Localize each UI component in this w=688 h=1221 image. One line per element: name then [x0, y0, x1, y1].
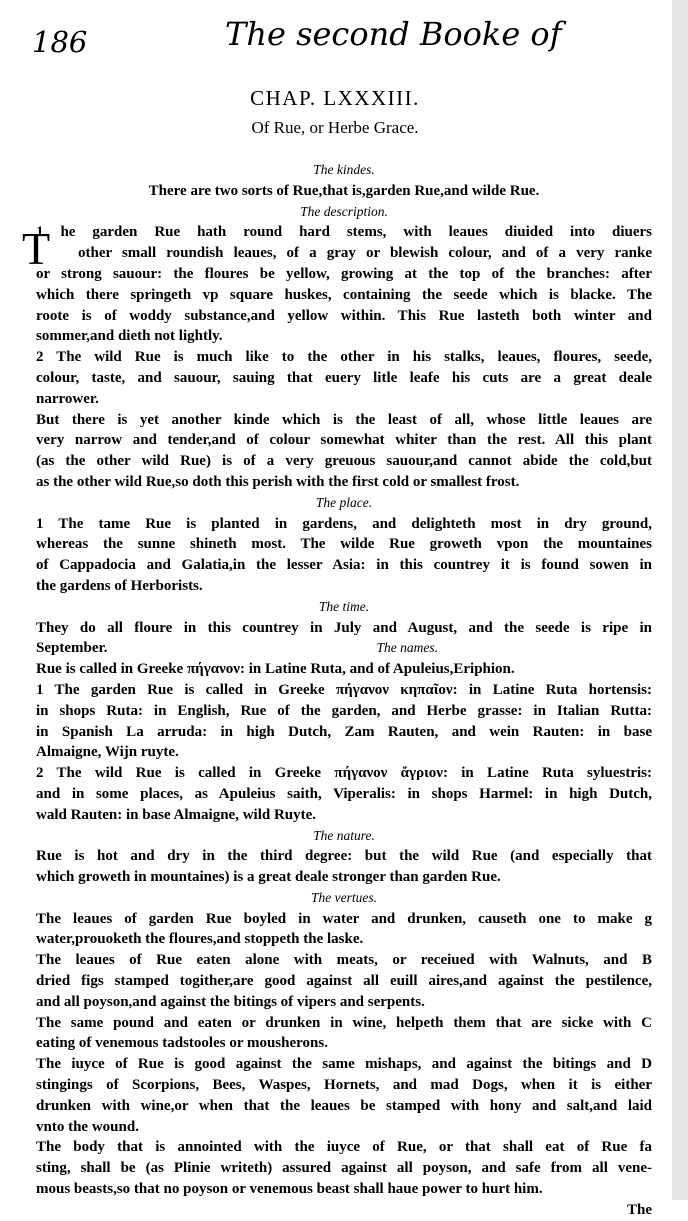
text-line-content: September.	[36, 640, 108, 657]
text-line: as the other wild Rue,so doth this perish with the first cold or smallest frost.	[36, 473, 520, 490]
text-line: 1 The tame Rue is planted in gardens, and delighteth most in dry ground,	[36, 515, 652, 532]
chapter-number: CHAP. LXXXIII.	[250, 86, 420, 110]
section-heading-names: The names.	[376, 640, 438, 656]
chapter-title: Of Rue, or Herbe Grace.	[251, 118, 419, 137]
text-line: of Cappadocia and Galatia,in the lesser Asia: in this countrey it is found sowen in	[36, 557, 652, 574]
text-line: very narrow and tender,and of colour somewhat whiter than the rest. All this plant	[36, 432, 652, 449]
text-line: The leaues of Rue eaten alone with meats, or receiued with Walnuts, and B	[36, 952, 652, 969]
text-line: eating of venemous tadstooles or mousherons.	[36, 1035, 328, 1052]
text-line: sting, shall be (as Plinie writeth) assured against all poyson, and safe from all vene-	[36, 1160, 652, 1177]
text-line: But there is yet another kinde which is the least of all, whose little leaues are	[36, 411, 652, 428]
text-line: and in some places, as Apuleius saith, Viperalis: in shops Harmel: in high Dutch,	[36, 785, 652, 802]
text-line: 2 The wild Rue is much like to the other in his stalks, leaues, floures, seede,	[36, 349, 652, 366]
text-line: 1 he garden Rue hath round hard stems, with leaues diuided into diuers	[36, 224, 652, 241]
text-line: which groweth in mountaines) is a great deale stronger than garden Rue.	[36, 869, 501, 886]
text-line: (as the other wild Rue) is of a very greuous sauour,and cannot abide the cold,but	[36, 453, 652, 470]
text-line: The body that is annointed with the iuyce of Rue, or that shall eat of Rue fa	[36, 1139, 652, 1156]
running-head: The second Booke of	[225, 15, 562, 53]
text-line: Rue is called in Greeke πήγανον: in Latine Ruta, and of Apuleius,Eriphion.	[36, 661, 515, 678]
text-line: sommer,and dieth not lightly.	[36, 328, 223, 345]
text-line: 1 The garden Rue is called in Greeke πήγανον κηπαῖον: in Latine Ruta hortensis:	[36, 681, 652, 698]
text-line: vnto the wound.	[36, 1118, 139, 1135]
text-line: Almaigne, Wijn ruyte.	[36, 744, 179, 761]
text-line: drunken with wine,or when that the leaues be stamped with hony and salt,and laid	[36, 1097, 652, 1114]
text-line: the gardens of Herborists.	[36, 577, 203, 594]
text-line: Rue is hot and dry in the third degree: but the wild Rue (and especially that	[36, 848, 652, 865]
page-number: 186	[32, 25, 88, 59]
drop-capital: T	[22, 223, 51, 274]
section-heading-description: The description.	[300, 203, 388, 219]
section-heading-nature: The nature.	[313, 827, 375, 843]
text-line: in Spanish La arruda: in high Dutch, Zam Rauten, and wein Rauten: in base	[36, 723, 652, 740]
section-heading-kindes: The kindes.	[313, 162, 375, 177]
text-line: They do all floure in this countrey in July and August, and the seede is ripe in	[36, 619, 652, 636]
text-line: mous beasts,so that no poyson or venemous beast shall haue power to hurt him.	[36, 1181, 543, 1198]
text-line: which there springeth vp square huskes, containing the seede which is blacke. The	[36, 286, 652, 303]
text-line: water,prouoketh the floures,and stoppeth the laske.	[36, 931, 364, 948]
text-line	[36, 638, 652, 659]
text-line: There are two sorts of Rue,that is,garden Rue,and wilde Rue.	[148, 182, 540, 199]
catchword: The	[626, 1201, 652, 1218]
text-line: The iuyce of Rue is good against the same mishaps, and against the bitings and D	[36, 1056, 652, 1073]
text-line: or strong sauour: the floures be yellow, growing at the top of the branches: after	[36, 265, 652, 282]
text-line: dried figs stamped togither,are good against all euill aires,and against the pestilence,	[36, 973, 652, 990]
text-line: colour, taste, and sauour, sauing that euery litle leafe his cuts are a great deale	[36, 369, 652, 386]
text-line: and all poyson,and against the bitings of vipers and serpents.	[36, 993, 425, 1010]
text-line: 2 The wild Rue is called in Greeke πήγανον ἄγριον: in Latine Ruta syluestris:	[36, 765, 652, 782]
section-heading-vertues: The vertues.	[311, 889, 377, 905]
body-text	[36, 160, 652, 1221]
text-line: wald Rauten: in base Almaigne, wild Ruyte.	[36, 806, 317, 823]
text-line: whereas the sunne shineth most. The wilde Rue groweth vpon the mountaines	[36, 536, 652, 553]
text-line: stingings of Scorpions, Bees, Waspes, Hornets, and mad Dogs, when it is either	[36, 1077, 652, 1094]
text-line: The leaues of garden Rue boyled in water and drunken, causeth one to make g	[36, 910, 652, 927]
text-line: roote is of woddy substance,and yellow within. This Rue lasteth both winter and	[36, 307, 652, 324]
scan-edge	[672, 0, 688, 1200]
section-heading-time: The time.	[318, 598, 370, 614]
section-heading-place: The place.	[315, 494, 373, 510]
text-line: in shops Ruta: in English, Rue of the garden, and Herbe grasse: in Italian Rutta:	[36, 702, 652, 719]
text-line: narrower.	[36, 390, 99, 407]
text-line: other small roundish leaues, of a gray or blewish colour, and of a very ranke	[78, 245, 652, 262]
text-line: The same pound and eaten or drunken in wine, helpeth them that are sicke with C	[36, 1014, 652, 1031]
